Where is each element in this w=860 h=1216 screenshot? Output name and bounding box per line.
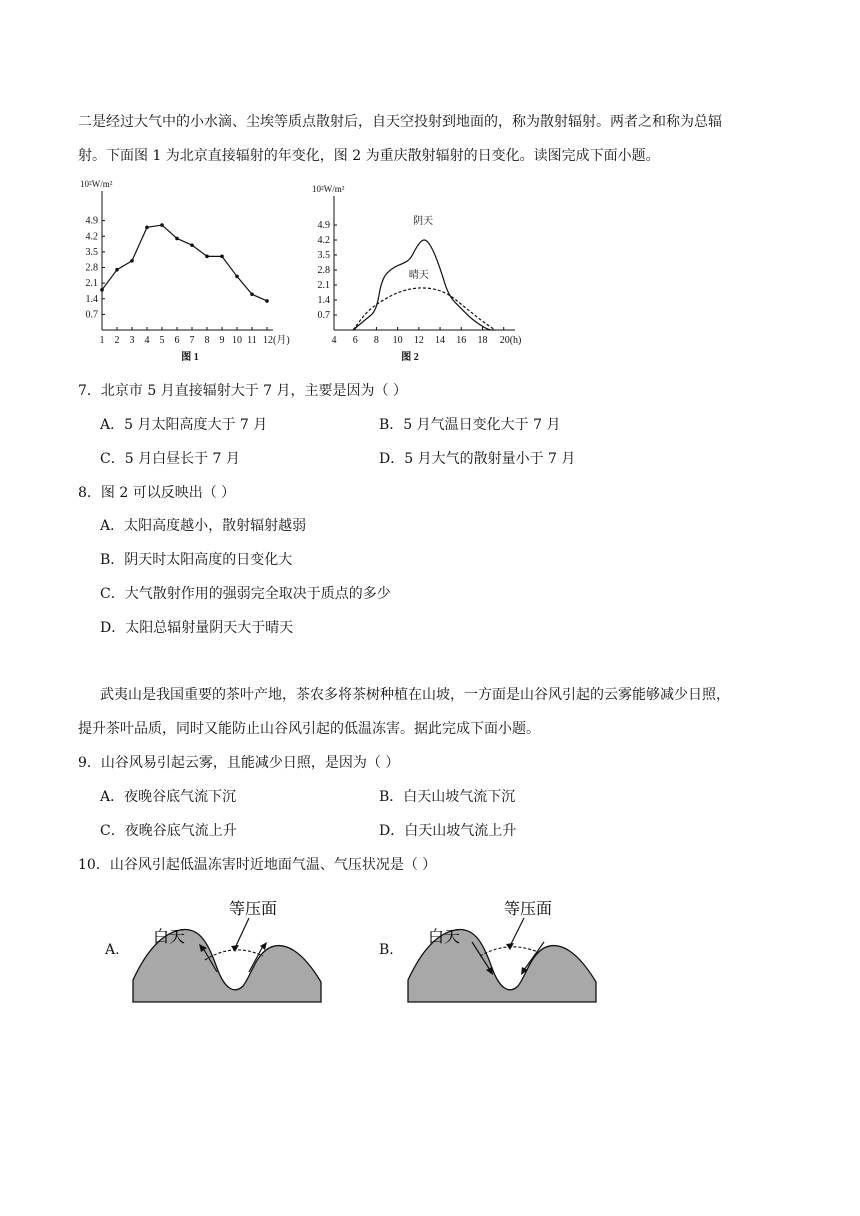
x-tick-label: 10 xyxy=(232,335,242,346)
y-tick-label: 0.7 xyxy=(85,309,98,321)
isobar-label: 等压面 xyxy=(504,899,553,918)
day-label: 白天 xyxy=(428,927,461,946)
day-label: 白天 xyxy=(153,927,186,946)
data-point xyxy=(265,299,269,303)
q9-option-a[interactable]: A．夜晚谷底气流下沉 xyxy=(100,789,237,805)
q9-option-d[interactable]: D．白天山坡气流上升 xyxy=(379,823,517,839)
q9-option-b[interactable]: B．白天山坡气流下沉 xyxy=(379,789,516,805)
y-tick-label: 4.9 xyxy=(317,220,330,231)
figure-caption: 图 2 xyxy=(401,352,419,363)
data-point xyxy=(160,223,164,227)
data-point xyxy=(145,226,149,230)
q7-option-d[interactable]: D．5 月大气的散射量小于 7 月 xyxy=(379,451,576,467)
series-line-阴天 xyxy=(353,240,495,330)
data-point xyxy=(115,268,119,272)
y-tick-label: 0.7 xyxy=(317,310,330,321)
intro-line-1: 二是经过大气中的小水滴、尘埃等质点散射后，自天空投射到地面的，称为散射辐射。两者之和称为总辐 xyxy=(78,114,722,130)
figure-caption: 图 1 xyxy=(181,352,199,363)
y-tick-label: 1.4 xyxy=(317,295,330,306)
x-tick-label: 4 xyxy=(331,335,337,346)
y-tick-label: 4.9 xyxy=(85,215,98,227)
y-tick-label: 2.8 xyxy=(317,265,330,276)
q10-option-a-letter[interactable]: A. xyxy=(105,942,120,958)
x-tick-label: 7 xyxy=(189,335,195,346)
y-unit-label: 10²W/m² xyxy=(312,185,345,194)
x-tick-label: 16 xyxy=(456,335,467,346)
y-unit-label: 10²W/m² xyxy=(80,180,113,189)
valley-diagram-b[interactable] xyxy=(400,890,605,1008)
isobar-pointer-arrow xyxy=(510,918,524,946)
x-tick-label: 12 xyxy=(413,335,424,346)
x-tick-label: 14 xyxy=(435,335,446,346)
y-tick-label: 4.2 xyxy=(85,231,98,243)
valley-diagram-a[interactable] xyxy=(125,890,330,1008)
series-label: 晴天 xyxy=(408,269,429,281)
x-tick-label: 3 xyxy=(129,335,135,346)
passage-2-line-1: 武夷山是我国重要的茶叶产地，茶农多将茶树种植在山坡，一方面是山谷风引起的云雾能够减少日照， xyxy=(100,687,730,703)
question-7-stem: 7．北京市 5 月直接辐射大于 7 月，主要是因为（ ） xyxy=(78,383,407,399)
q10-option-b-letter[interactable]: B. xyxy=(379,942,394,958)
y-tick-label: 2.8 xyxy=(85,262,98,274)
series-line-0 xyxy=(102,225,267,301)
q8-option-d[interactable]: D．太阳总辐射量阴天大于晴天 xyxy=(100,620,294,636)
figure-1-chart xyxy=(80,180,305,365)
isobar-label: 等压面 xyxy=(229,899,278,918)
x-tick-label: 11 xyxy=(247,335,257,346)
q9-option-c[interactable]: C．夜晚谷底气流上升 xyxy=(100,823,237,839)
x-tick-label: 4 xyxy=(144,335,150,346)
y-tick-label: 2.1 xyxy=(317,280,330,291)
question-10-stem: 10．山谷风引起低温冻害时近地面气温、气压状况是（ ） xyxy=(78,857,437,873)
series-line-晴天 xyxy=(353,288,495,330)
y-tick-label: 1.4 xyxy=(85,293,98,305)
figure-2-chart xyxy=(300,185,525,365)
question-9-stem: 9．山谷风易引起云雾，且能减少日照，是因为（ ） xyxy=(78,755,400,771)
q7-option-c[interactable]: C．5 月白昼长于 7 月 xyxy=(100,451,240,467)
y-tick-label: 4.2 xyxy=(317,235,330,246)
data-point xyxy=(130,259,134,263)
q7-option-a[interactable]: A．5 月太阳高度大于 7 月 xyxy=(100,417,268,433)
q7-option-b[interactable]: B．5 月气温日变化大于 7 月 xyxy=(379,417,561,433)
x-tick-label: 12(月) xyxy=(263,335,290,346)
q8-option-c[interactable]: C．大气散射作用的强弱完全取决于质点的多少 xyxy=(100,586,391,602)
data-point xyxy=(100,288,104,292)
q8-option-b[interactable]: B．阴天时太阳高度的日变化大 xyxy=(100,552,293,568)
intro-line-2: 射。下面图 1 为北京直接辐射的年变化，图 2 为重庆散射辐射的日变化。读图完成下面小题。 xyxy=(78,148,660,164)
series-label: 阴天 xyxy=(413,215,434,227)
question-8-stem: 8．图 2 可以反映出（ ） xyxy=(78,485,236,501)
data-point xyxy=(175,237,179,241)
x-tick-label: 18 xyxy=(477,335,488,346)
isobar-pointer-arrow xyxy=(235,918,249,948)
x-tick-label: 6 xyxy=(174,335,180,346)
data-point xyxy=(250,292,254,296)
data-point xyxy=(235,275,239,279)
y-tick-label: 2.1 xyxy=(85,278,98,290)
data-point xyxy=(220,255,224,259)
data-point xyxy=(190,243,194,247)
y-tick-label: 3.5 xyxy=(317,250,330,261)
x-tick-label: 20(h) xyxy=(499,335,522,346)
data-point xyxy=(205,255,209,259)
x-tick-label: 8 xyxy=(373,335,379,346)
x-tick-label: 10 xyxy=(392,335,403,346)
x-tick-label: 1 xyxy=(99,335,105,346)
x-tick-label: 6 xyxy=(352,335,358,346)
x-tick-label: 9 xyxy=(219,335,225,346)
x-tick-label: 5 xyxy=(159,335,165,346)
x-tick-label: 8 xyxy=(204,335,210,346)
y-tick-label: 3.5 xyxy=(85,246,98,258)
x-tick-label: 2 xyxy=(114,335,120,346)
passage-2-line-2: 提升茶叶品质，同时又能防止山谷风引起的低温冻害。据此完成下面小题。 xyxy=(78,721,540,737)
q8-option-a[interactable]: A．太阳高度越小，散射辐射越弱 xyxy=(100,518,307,534)
